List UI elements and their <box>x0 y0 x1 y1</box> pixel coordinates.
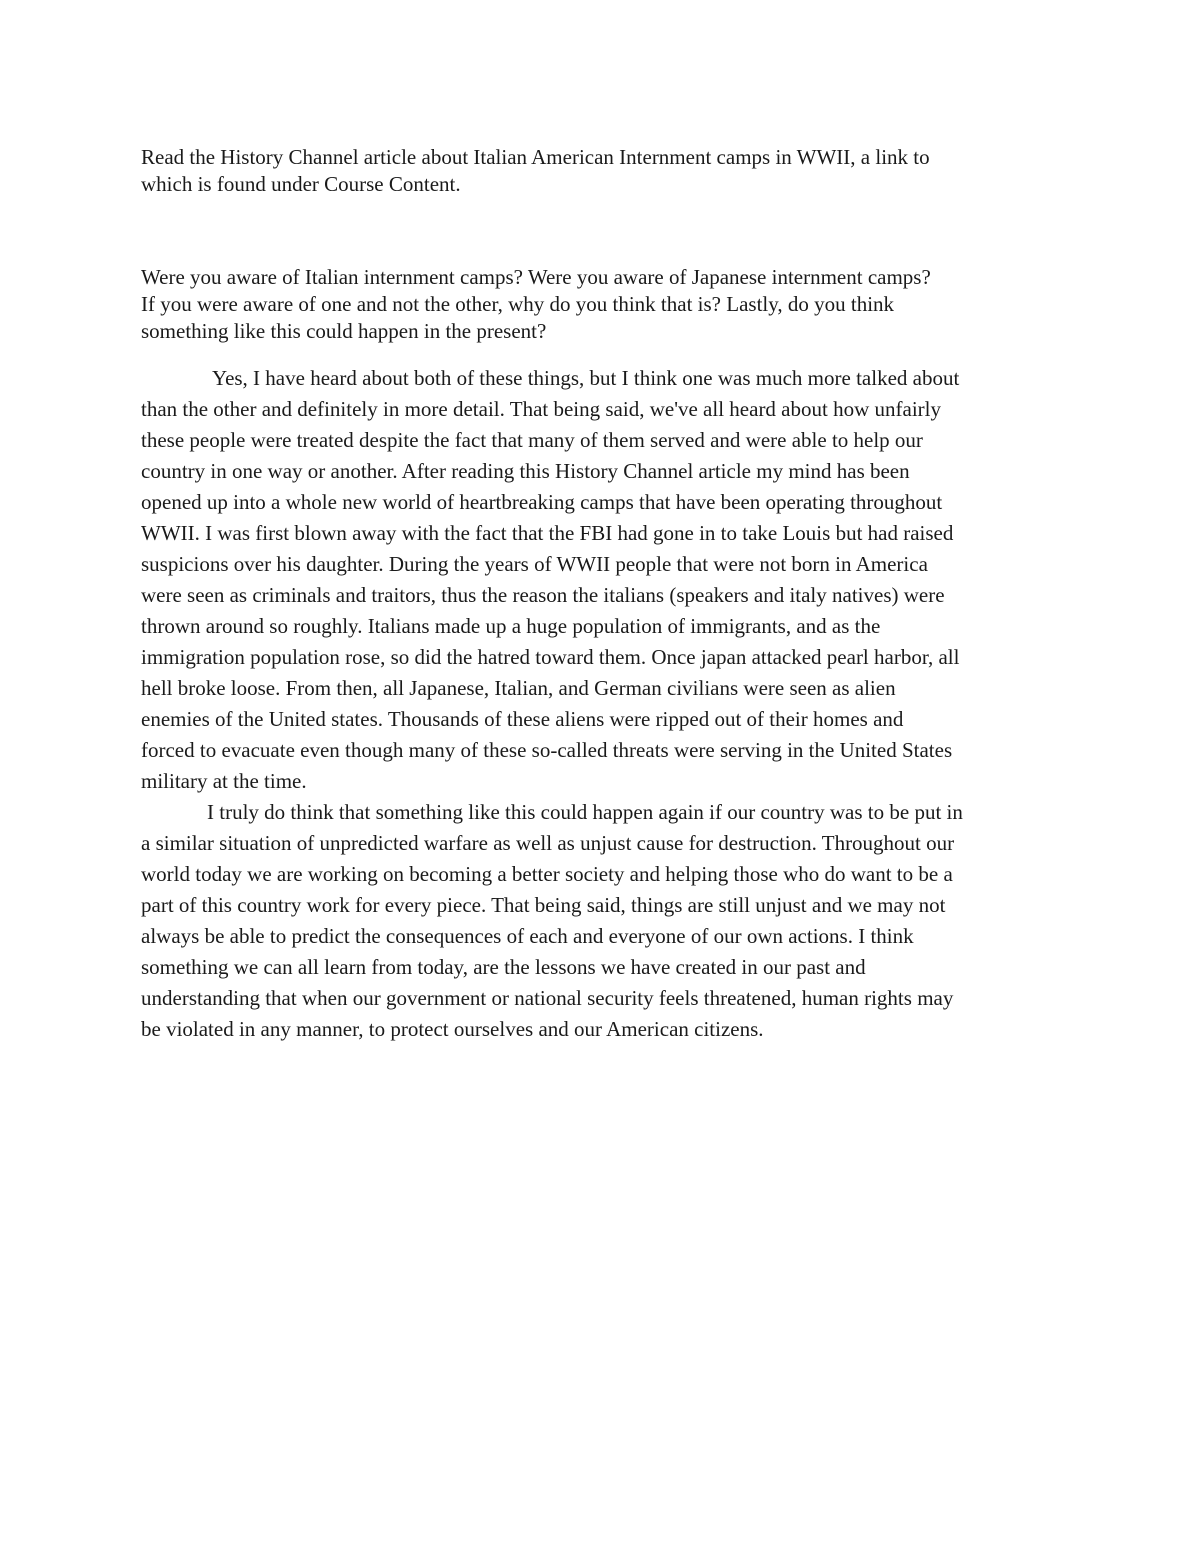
answer-line: were seen as criminals and traitors, thus the reason the italians (speakers and italy natives) were <box>141 583 945 607</box>
answer-line: than the other and definitely in more detail. That being said, we've all heard about how unfairly <box>141 397 941 421</box>
answer-line: suspicions over his daughter. During the years of WWII people that were not born in America <box>141 552 928 576</box>
answer-line: a similar situation of unpredicted warfare as well as unjust cause for destruction. Throughout our <box>141 831 955 855</box>
answer-line: these people were treated despite the fact that many of them served and were able to help our <box>141 428 923 452</box>
question-line: something like this could happen in the present? <box>141 319 547 343</box>
answer-line: WWII. I was first blown away with the fact that the FBI had gone in to take Louis but had raised <box>141 521 954 545</box>
answer-line: opened up into a whole new world of heartbreaking camps that have been operating throughout <box>141 490 943 514</box>
answer-line: forced to evacuate even though many of these so-called threats were serving in the United States <box>141 738 953 762</box>
prompt-line: Read the History Channel article about Italian American Internment camps in WWII, a link to <box>141 145 930 169</box>
answer-line: thrown around so roughly. Italians made up a huge population of immigrants, and as the <box>141 614 881 638</box>
prompt-line: which is found under Course Content. <box>141 172 461 196</box>
answer-line: Yes, I have heard about both of these things, but I think one was much more talked about <box>212 366 960 390</box>
answer-line: country in one way or another. After reading this History Channel article my mind has been <box>141 459 910 483</box>
answer-line: something we can all learn from today, are the lessons we have created in our past and <box>141 955 866 979</box>
answer-line: hell broke loose. From then, all Japanese, Italian, and German civilians were seen as alien <box>141 676 896 700</box>
answer-line: always be able to predict the consequences of each and everyone of our own actions. I think <box>141 924 914 948</box>
answer-line: I truly do think that something like this could happen again if our country was to be put in <box>207 800 963 824</box>
question-line: Were you aware of Italian internment camps? Were you aware of Japanese internment camps? <box>141 265 931 289</box>
answer-line: military at the time. <box>141 769 307 793</box>
answer-line: enemies of the United states. Thousands of these aliens were ripped out of their homes and <box>141 707 904 731</box>
answer-line: part of this country work for every piece. That being said, things are still unjust and we may not <box>141 893 946 917</box>
answer-line: world today we are working on becoming a better society and helping those who do want to be a <box>141 862 953 886</box>
answer-line: understanding that when our government or national security feels threatened, human rights may <box>141 986 954 1010</box>
question-line: If you were aware of one and not the other, why do you think that is? Lastly, do you think <box>141 292 895 316</box>
answer-line: immigration population rose, so did the hatred toward them. Once japan attacked pearl harbor, all <box>141 645 960 669</box>
answer-line: be violated in any manner, to protect ourselves and our American citizens. <box>141 1017 764 1041</box>
